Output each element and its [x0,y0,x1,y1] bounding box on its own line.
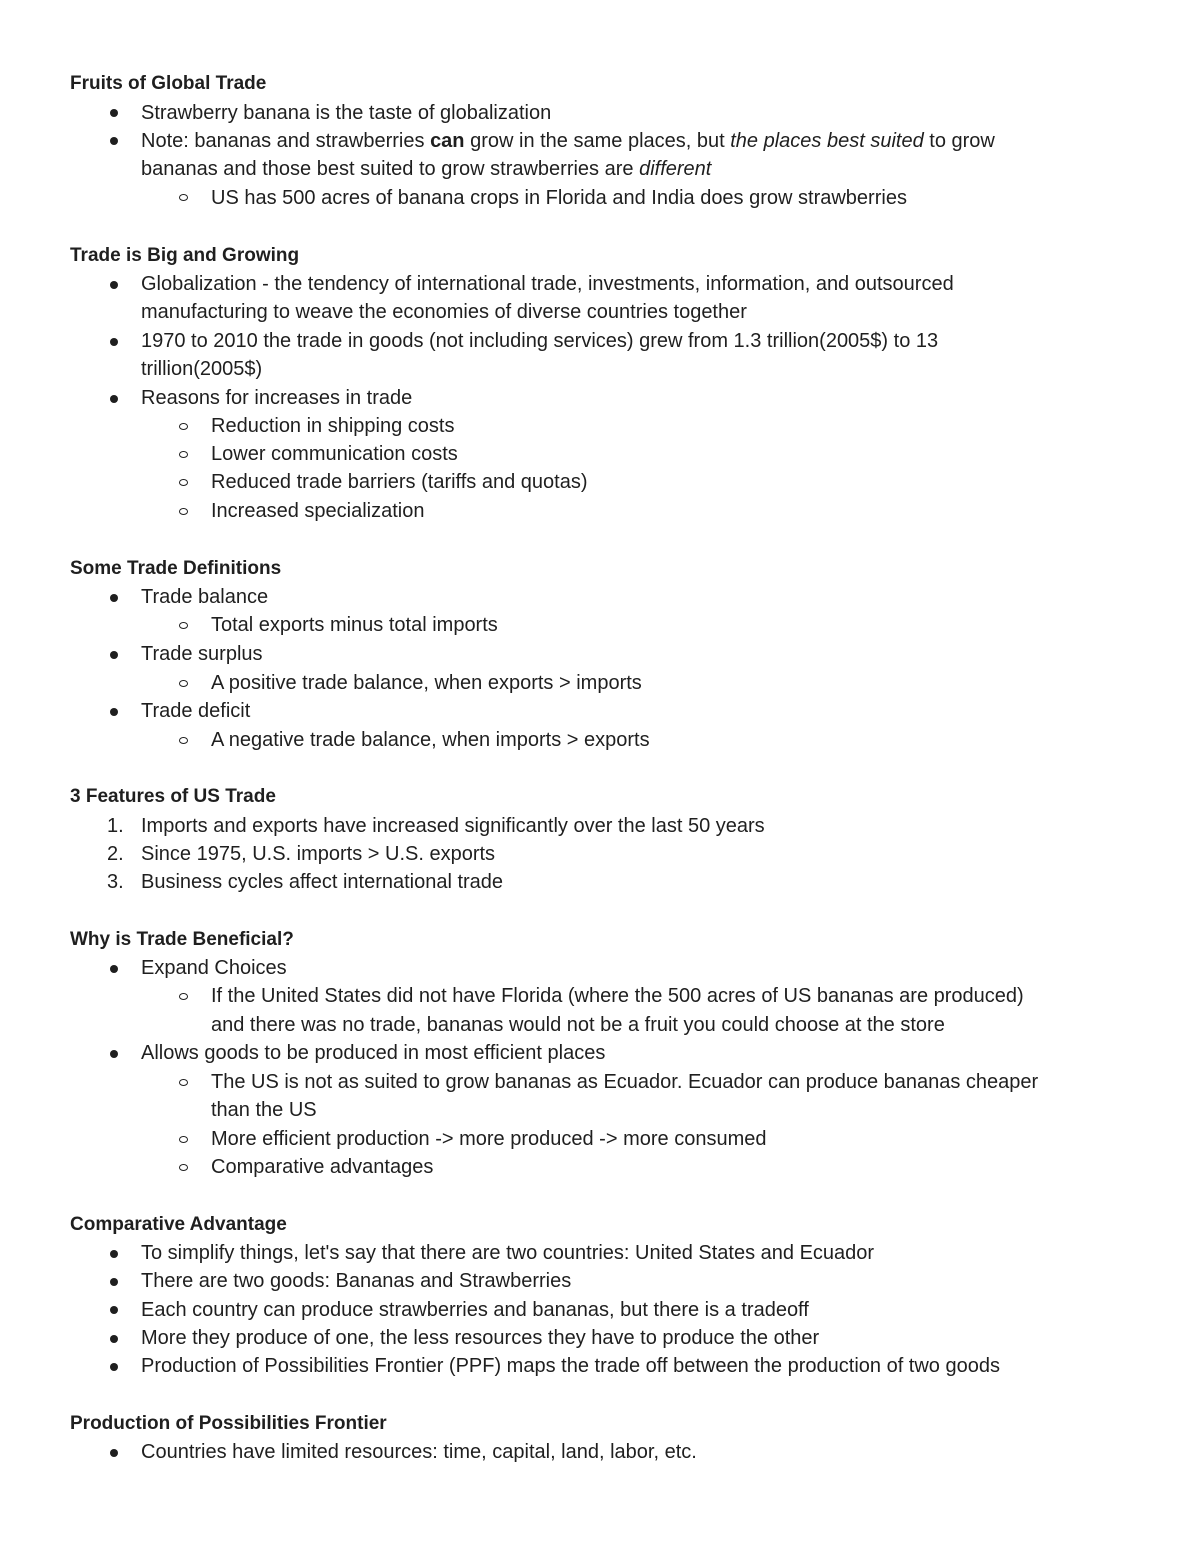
bullet-dot [110,1306,118,1314]
sub-bullet-circle [179,1079,188,1086]
list-item: Strawberry banana is the taste of globalization [141,102,552,124]
sub-list-item: Increased specialization [211,500,425,522]
numbered-item: Imports and exports have increased significantly over the last 50 years [141,815,765,837]
heading-trade-definitions: Some Trade Definitions [70,558,282,579]
sub-list-item: More efficient production -> more produced -> more consumed [211,1128,767,1150]
list-item: 1970 to 2010 the trade in goods (not including services) grew from 1.3 trillion(2005$) to 13 [141,330,939,352]
sub-bullet-circle [179,737,188,744]
bullet-dot [110,1278,118,1286]
sub-list-item: US has 500 acres of banana crops in Florida and India does grow strawberries [211,187,907,209]
list-item-continued: manufacturing to weave the economies of diverse countries together [141,301,747,323]
heading-comparative-advantage: Comparative Advantage [70,1214,287,1235]
list-number: 2. [107,843,124,865]
list-item: More they produce of one, the less resources they have to produce the other [141,1327,820,1349]
sub-bullet-circle [179,1164,188,1171]
bullet-dot [110,137,118,145]
list-number: 3. [107,871,124,893]
sub-list-item-continued: and there was no trade, bananas would not be a fruit you could choose at the store [211,1014,945,1036]
list-item: Allows goods to be produced in most efficient places [141,1042,606,1064]
sub-list-item: A negative trade balance, when imports > exports [211,729,650,751]
list-item: Trade balance [141,586,269,608]
sub-bullet-circle [179,451,188,458]
list-number: 1. [107,815,124,837]
sub-list-item-continued: than the US [211,1099,317,1121]
sub-bullet-circle [179,423,188,430]
heading-fruits-of-global-trade: Fruits of Global Trade [70,73,267,94]
bullet-dot [110,594,118,602]
bullet-dot [110,338,118,346]
list-item: Note: bananas and strawberries can grow in the same places, but the places best suited to grow [141,130,995,152]
bullet-dot [110,1363,118,1371]
sub-bullet-circle [179,508,188,515]
list-item: Globalization - the tendency of international trade, investments, information, and outsourced [141,273,954,295]
bullet-dot [110,1335,118,1343]
bullet-dot [110,1449,118,1457]
sub-list-item: Reduced trade barriers (tariffs and quotas) [211,471,588,493]
sub-list-item: Comparative advantages [211,1156,434,1178]
sub-list-item: Total exports minus total imports [211,614,498,636]
list-item: Trade surplus [141,643,263,665]
bullet-dot [110,708,118,716]
list-item: Each country can produce strawberries and bananas, but there is a tradeoff [141,1299,809,1321]
sub-list-item: The US is not as suited to grow bananas as Ecuador. Ecuador can produce bananas cheaper [211,1071,1039,1093]
list-item: Reasons for increases in trade [141,387,413,409]
sub-list-item: A positive trade balance, when exports > imports [211,672,642,694]
list-item: There are two goods: Bananas and Strawberries [141,1270,572,1292]
list-item: Production of Possibilities Frontier (PPF) maps the trade off between the production of two goods [141,1355,1000,1377]
list-item: Countries have limited resources: time, capital, land, labor, etc. [141,1441,697,1463]
bullet-dot [110,281,118,289]
sub-bullet-circle [179,1136,188,1143]
bullet-dot [110,651,118,659]
list-item-continued: bananas and those best suited to grow strawberries are different [141,158,712,180]
bullet-dot [110,1050,118,1058]
numbered-item: Since 1975, U.S. imports > U.S. exports [141,843,496,865]
bullet-dot [110,1250,118,1258]
list-item-continued: trillion(2005$) [141,358,263,380]
list-item: Expand Choices [141,957,287,979]
sub-list-item: Reduction in shipping costs [211,415,455,437]
heading-features-of-us-trade: 3 Features of US Trade [70,786,276,807]
sub-bullet-circle [179,680,188,687]
sub-bullet-circle [179,622,188,629]
list-item: To simplify things, let's say that there are two countries: United States and Ecuador [141,1242,875,1264]
heading-production-possibilities-frontier: Production of Possibilities Frontier [70,1413,387,1434]
bullet-dot [110,109,118,117]
sub-bullet-circle [179,993,188,1000]
sub-list-item: If the United States did not have Florida (where the 500 acres of US bananas are produced) [211,985,1024,1007]
heading-trade-is-big: Trade is Big and Growing [70,245,300,266]
bullet-dot [110,395,118,403]
sub-bullet-circle [179,479,188,486]
sub-list-item: Lower communication costs [211,443,458,465]
list-item: Trade deficit [141,700,251,722]
sub-bullet-circle [179,194,188,201]
bullet-dot [110,965,118,973]
heading-why-trade-beneficial: Why is Trade Beneficial? [70,929,294,950]
numbered-item: Business cycles affect international trade [141,871,504,893]
